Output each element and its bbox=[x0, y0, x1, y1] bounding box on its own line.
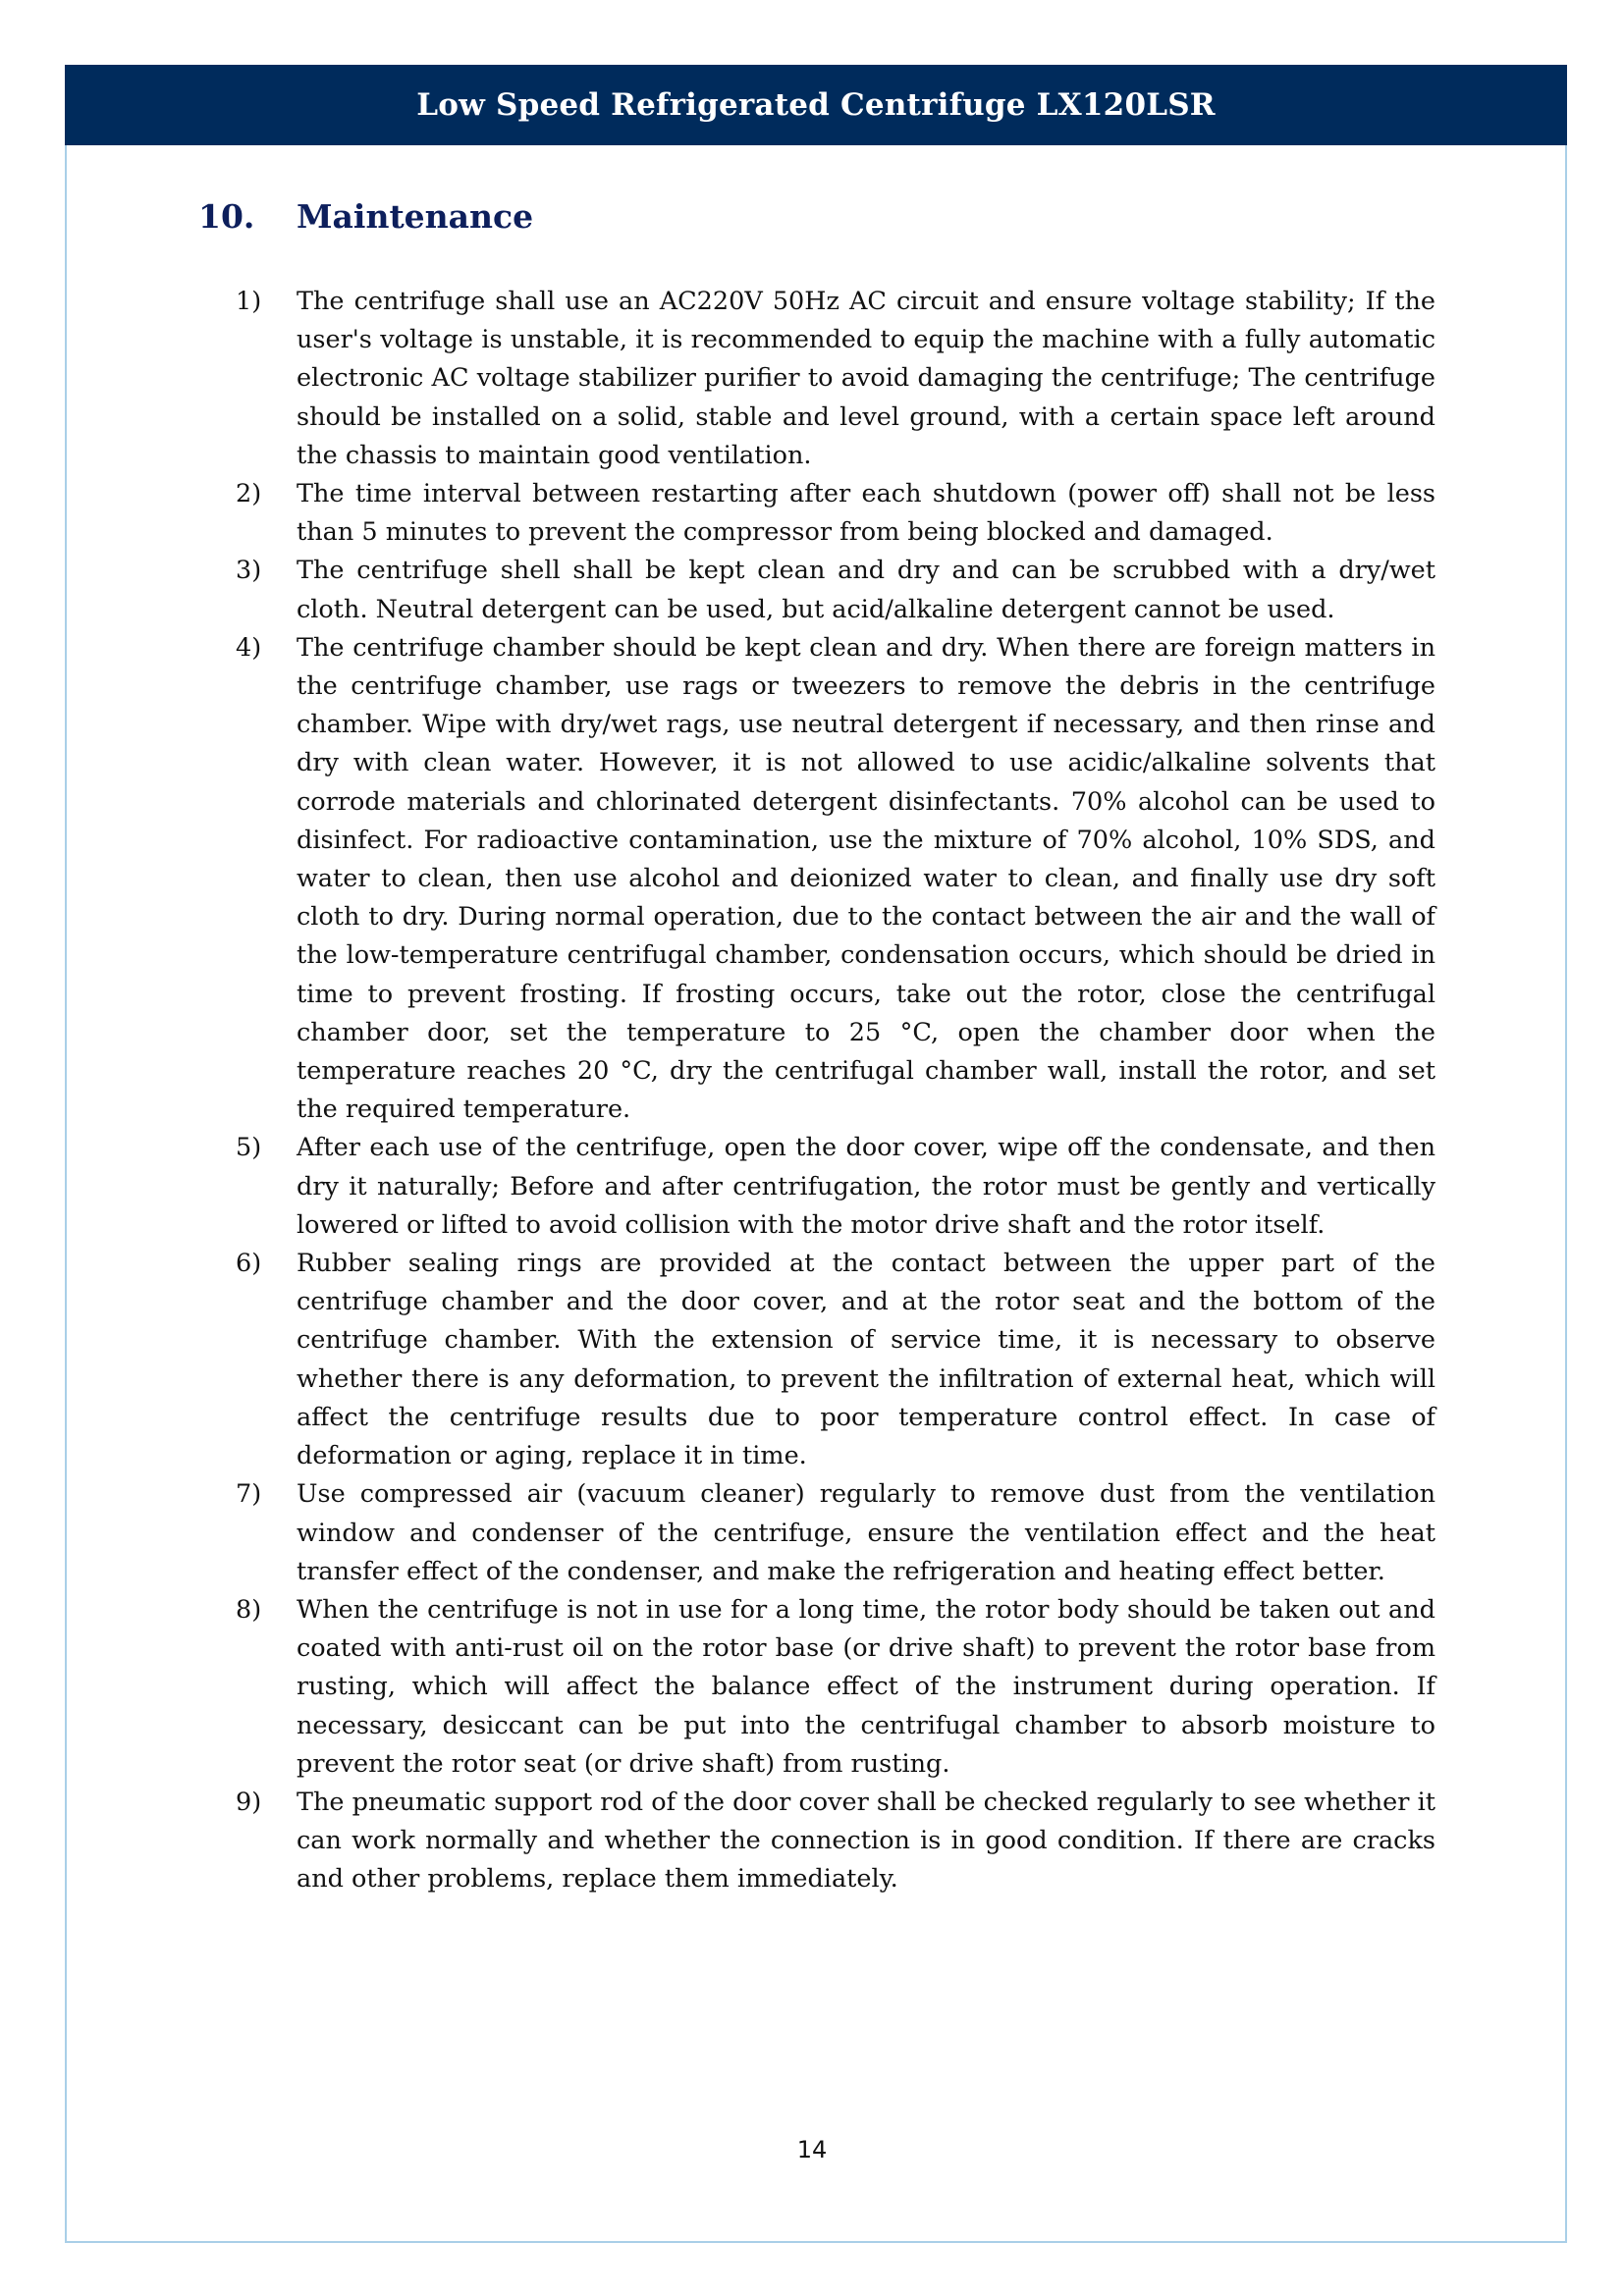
list-item bbox=[236, 1245, 1435, 1475]
item-number: 4) bbox=[236, 632, 262, 663]
item-text: Use compressed air (vacuum cleaner) regularly to remove dust from the ventilation window and condenser of the centrifuge, ensure the ventilation effect and the heat transfer effect of the condenser, and make the refrigeration and heating effect better. bbox=[297, 1479, 1435, 1586]
item-text: The pneumatic support rod of the door cover shall be checked regularly to see whether it can work normally and whether the connection is in good condition. If there are cracks and other problems, replace them immediately. bbox=[297, 1787, 1435, 1895]
item-number: 2) bbox=[236, 479, 262, 509]
item-text: The centrifuge shall use an AC220V 50Hz AC circuit and ensure voltage stability; If the user's voltage is unstable, it is recommended to equip the machine with a fully automatic electronic AC voltage stabilizer purifier to avoid damaging the centrifuge; The centrifuge should be installed on a solid, stable and level ground, with a certain space left around the chassis to maintain good ventilation. bbox=[297, 287, 1435, 470]
list-item bbox=[236, 475, 1435, 552]
item-number: 5) bbox=[236, 1133, 262, 1163]
list-item bbox=[236, 629, 1435, 1130]
page-number: 14 bbox=[796, 2136, 828, 2163]
item-number: 6) bbox=[236, 1249, 262, 1279]
list-item bbox=[236, 1129, 1435, 1245]
section-number: 10. bbox=[198, 197, 255, 236]
list-item bbox=[236, 283, 1435, 475]
maintenance-list bbox=[236, 283, 1435, 1899]
item-text: The time interval between restarting after each shutdown (power off) shall not be less than 5 minutes to prevent the compressor from being blocked and damaged. bbox=[297, 479, 1435, 548]
item-number: 9) bbox=[236, 1787, 262, 1817]
section-title: Maintenance bbox=[297, 197, 534, 236]
item-number: 7) bbox=[236, 1479, 262, 1510]
item-text: The centrifuge chamber should be kept clean and dry. When there are foreign matters in the centrifuge chamber, use rags or tweezers to remove the debris in the centrifuge chamber. Wipe with dry/wet rags, use neutral detergent if necessary, and then rinse and dry with clean water. However, it is not allowed to use acidic/alkaline solvents that corrode materials and chlorinated detergent disinfectants. 70% alcohol can be used to disinfect. For radioactive contamination, use the mixture of 70% alcohol, 10% SDS, and water to clean, then use alcohol and deionized water to clean, and finally use dry soft cloth to dry. During normal operation, due to the contact between the air and the wall of the low-temperature centrifugal chamber, condensation occurs, which should be dried in time to prevent frosting. If frosting occurs, take out the rotor, close the centrifugal chamber door, set the temperature to 25 °C, open the chamber door when the temperature reaches 20 °C, dry the centrifugal chamber wall, install the rotor, and set the required temperature. bbox=[297, 632, 1435, 1125]
list-item bbox=[236, 1591, 1435, 1784]
document-header bbox=[65, 65, 1567, 145]
item-text: The centrifuge shell shall be kept clean and dry and can be scrubbed with a dry/wet cloth. Neutral detergent can be used, but acid/alkaline detergent cannot be used. bbox=[297, 556, 1435, 624]
item-number: 1) bbox=[236, 287, 262, 316]
item-number: 3) bbox=[236, 556, 262, 586]
item-number: 8) bbox=[236, 1594, 262, 1625]
list-item bbox=[236, 552, 1435, 628]
list-item bbox=[236, 1784, 1435, 1899]
list-item bbox=[236, 1475, 1435, 1591]
document-title: Low Speed Refrigerated Centrifuge LX120LSR bbox=[416, 87, 1216, 123]
item-text: Rubber sealing rings are provided at the contact between the upper part of the centrifuge chamber and the door cover, and at the rotor seat and the bottom of the centrifuge chamber. With the extension of service time, it is necessary to observe whether there is any deformation, to prevent the infiltration of external heat, which will affect the centrifuge results due to poor temperature control effect. In case of deformation or aging, replace it in time. bbox=[297, 1249, 1435, 1471]
section-heading bbox=[198, 197, 533, 236]
item-text: After each use of the centrifuge, open the door cover, wipe off the condensate, and then dry it naturally; Before and after centrifugation, the rotor must be gently and vertically lowered or lifted to avoid collision with the motor drive shaft and the rotor itself. bbox=[297, 1133, 1435, 1240]
item-text: When the centrifuge is not in use for a long time, the rotor body should be taken out and coated with anti-rust oil on the rotor base (or drive shaft) to prevent the rotor base from rusting, which will affect the balance effect of the instrument during operation. If necessary, desiccant can be put into the centrifugal chamber to absorb moisture to prevent the rotor seat (or drive shaft) from rusting. bbox=[297, 1594, 1435, 1779]
